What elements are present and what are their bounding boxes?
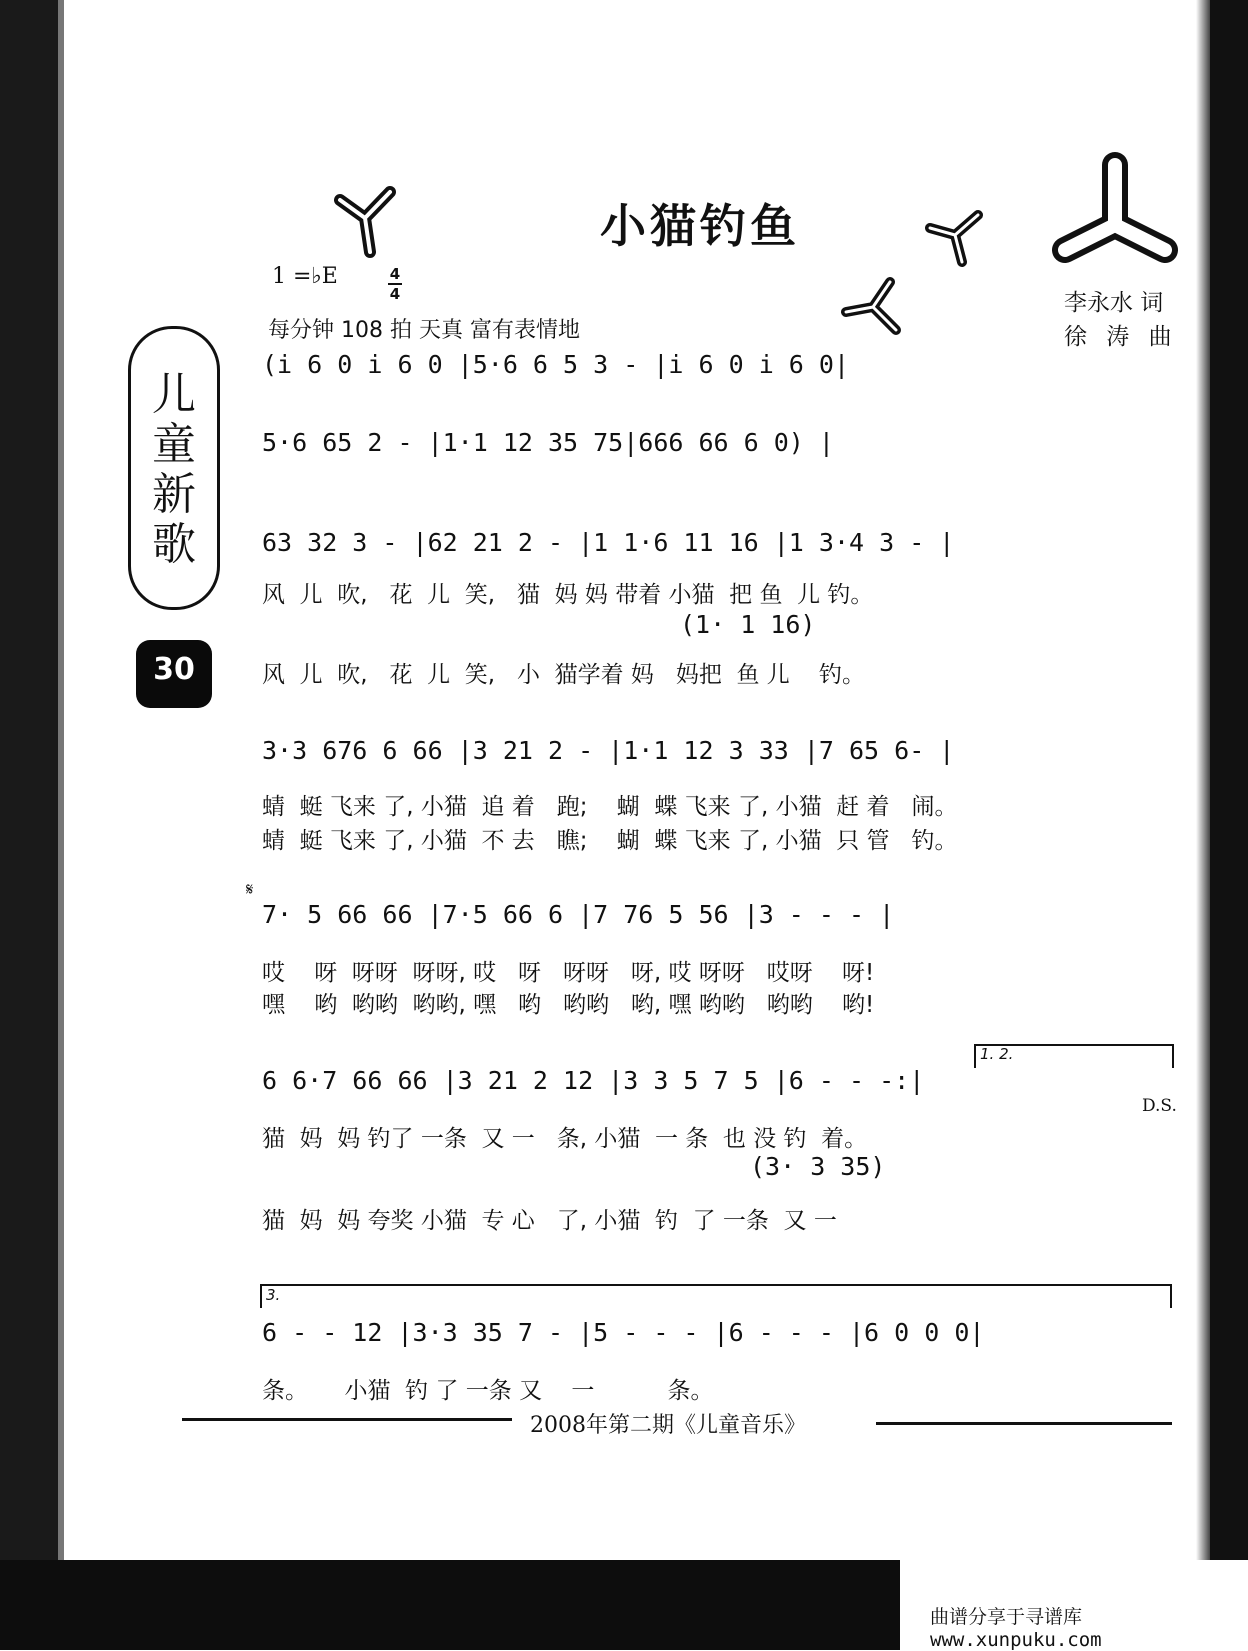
score-line-6b: (3· 3 35) xyxy=(750,1152,886,1181)
score-line-1: (i 6 0 i 6 0 |5·6 6 5 3 - |i 6 0 i 6 0| xyxy=(262,350,849,379)
volta-bracket-3 xyxy=(260,1284,1172,1308)
footer-rule-right xyxy=(876,1422,1172,1425)
volta-label-3: 3. xyxy=(266,1286,281,1304)
lyric-line-6a: 猫 妈 妈 钓了 一条 又 一 条, 小猫 一 条 也 没 钓 着。 xyxy=(262,1126,868,1152)
right-binding-edge xyxy=(1210,0,1248,1560)
score-line-5: 7· 5 66 66 |7·5 66 6 |7 76 5 56 |3 - - - | xyxy=(262,900,895,929)
score-line-7: 6 - - 12 |3·3 35 7 - |5 - - - |6 - - - |6 0 0 0| xyxy=(262,1318,985,1347)
site-watermark: 曲谱分享于寻谱库 www.xunpuku.com xyxy=(930,1606,1102,1651)
score-line-2: 5·6 65 2 - |1·1 12 35 75|666 66 6 0) | xyxy=(262,428,834,457)
lyric-line-5b: 嘿 哟 哟哟 哟哟, 嘿 哟 哟哟 哟, 嘿 哟哟 哟哟 哟! xyxy=(262,992,875,1018)
score-line-4: 3·3 676 6 66 |3 21 2 - |1·1 12 3 33 |7 65 6- | xyxy=(262,736,955,765)
lyric-line-4b: 蜻 蜓 飞来 了, 小猫 不 去 瞧; 蝴 蝶 飞来 了, 小猫 只 管 钓。 xyxy=(262,828,958,854)
left-binding-edge xyxy=(0,0,58,1650)
lyric-line-3b: 风 儿 吹, 花 儿 笑, 小 猫学着 妈 妈把 鱼 儿 钓。 xyxy=(262,662,866,688)
key-signature: 1 =♭E xyxy=(272,264,338,289)
segno-sign: 𝄋 xyxy=(246,880,254,900)
right-binding-shadow xyxy=(1196,0,1210,1560)
page-number: 30 xyxy=(153,652,195,687)
lyric-line-3a: 风 儿 吹, 花 儿 笑, 猫 妈 妈 带着 小猫 把 鱼 儿 钓。 xyxy=(262,582,874,608)
score-line-6: 6 6·7 66 66 |3 21 2 12 |3 3 5 7 5 |6 - - -:| xyxy=(262,1066,925,1095)
score-line-3: 63 32 3 - |62 21 2 - |1 1·6 11 16 |1 3·4 3 - | xyxy=(262,528,955,557)
ornament-mid-icon xyxy=(920,200,990,270)
volta-label-1-2: 1. 2. xyxy=(980,1045,1014,1063)
footer-rule-left xyxy=(182,1418,512,1421)
song-title: 小猫钓鱼 xyxy=(600,199,800,253)
lyric-line-4a: 蜻 蜓 飞来 了, 小猫 追 着 跑; 蝴 蝶 飞来 了, 小猫 赶 着 闹。 xyxy=(262,794,958,820)
bottom-dark-strip xyxy=(0,1560,900,1650)
ornament-left-icon xyxy=(320,170,410,260)
time-signature: 4 4 xyxy=(389,265,401,303)
left-binding-shadow xyxy=(58,0,64,1650)
dal-segno-mark: D.S. xyxy=(1142,1096,1177,1116)
publication-source: 2008年第二期《儿童音乐》 xyxy=(530,1413,806,1438)
lyric-line-5a: 哎 呀 呀呀 呀呀, 哎 呀 呀呀 呀, 哎 呀呀 哎呀 呀! xyxy=(262,960,875,986)
ornament-lower-icon xyxy=(838,272,908,342)
lyric-line-6b: 猫 妈 妈 夸奖 小猫 专 心 了, 小猫 钓 了 一条 又 一 xyxy=(262,1208,837,1234)
lyric-line-7: 条。 小猫 钓 了 一条 又 一 条。 xyxy=(262,1378,714,1404)
score-line-3b: (1· 1 16) xyxy=(680,610,816,639)
lyricist-credit: 李永水 词 xyxy=(1064,290,1164,316)
tempo-marking: 每分钟 108 拍 天真 富有表情地 xyxy=(268,318,580,343)
section-label: 儿 童 新 歌 xyxy=(152,369,196,570)
ornament-big-icon xyxy=(1050,150,1180,270)
composer-credit: 徐 涛 曲 xyxy=(1064,324,1178,350)
